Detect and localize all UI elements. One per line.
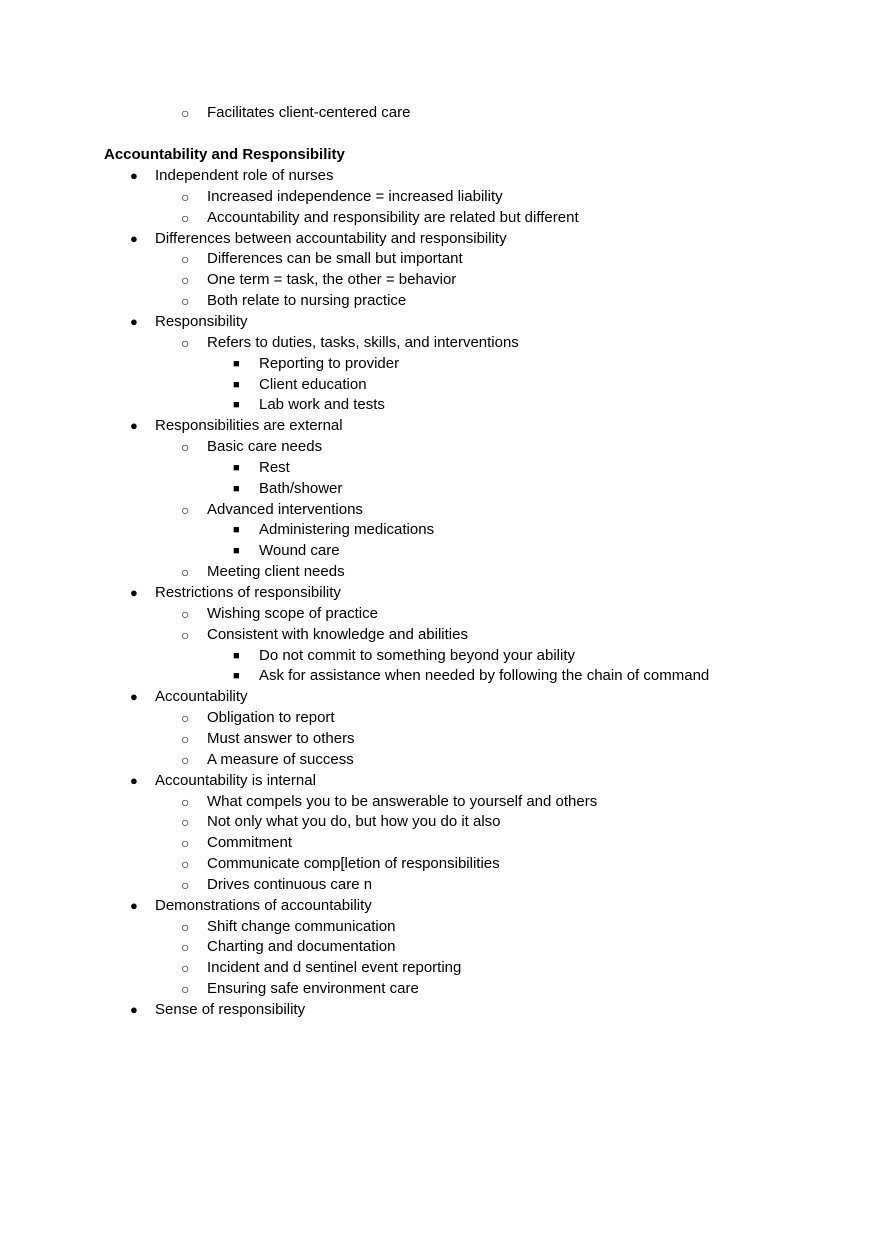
list-item-text: Meeting client needs (207, 563, 345, 580)
list-item-text: Charting and documentation (207, 938, 396, 955)
list-item-text: Increased independence = increased liability (207, 188, 503, 205)
hollow-circle-bullet-icon: ○ (181, 272, 190, 288)
hollow-circle-bullet-icon: ○ (181, 856, 190, 872)
list-item-text: What compels you to be answerable to yourself and others (207, 793, 598, 810)
list-item-text: Accountability is internal (155, 772, 316, 789)
list-item-text: Consistent with knowledge and abilities (207, 626, 468, 643)
list-item-text: Ensuring safe environment care (207, 980, 419, 997)
hollow-circle-bullet-icon: ○ (181, 564, 190, 580)
hollow-circle-bullet-icon: ○ (181, 877, 190, 893)
list-item-text: Client education (259, 376, 367, 393)
list-item-text: Differences can be small but important (207, 250, 463, 267)
hollow-circle-bullet-icon: ○ (181, 835, 190, 851)
list-item-text: Rest (259, 459, 290, 476)
square-bullet-icon: ■ (233, 379, 240, 391)
list-item-text: Communicate comp[letion of responsibilities (207, 855, 500, 872)
hollow-circle-bullet-icon: ○ (181, 939, 190, 955)
list-item-text: Facilitates client-centered care (207, 104, 411, 121)
filled-circle-bullet-icon: ● (130, 689, 138, 704)
hollow-circle-bullet-icon: ○ (181, 105, 190, 121)
list-item-text: Responsibilities are external (155, 417, 343, 434)
list-item-text: Not only what you do, but how you do it also (207, 813, 501, 830)
section-heading: Accountability and Responsibility (104, 146, 345, 163)
list-item-text: Restrictions of responsibility (155, 584, 341, 601)
hollow-circle-bullet-icon: ○ (181, 189, 190, 205)
list-item-text: Must answer to others (207, 730, 355, 747)
list-item-text: Administering medications (259, 521, 435, 538)
hollow-circle-bullet-icon: ○ (181, 981, 190, 997)
list-item-text: A measure of success (207, 751, 354, 768)
hollow-circle-bullet-icon: ○ (181, 606, 190, 622)
list-item-text: Wishing scope of practice (207, 605, 378, 622)
hollow-circle-bullet-icon: ○ (181, 335, 190, 351)
square-bullet-icon: ■ (233, 545, 240, 557)
list-item-text: Drives continuous care n (207, 876, 373, 893)
filled-circle-bullet-icon: ● (130, 1002, 138, 1017)
hollow-circle-bullet-icon: ○ (181, 919, 190, 935)
hollow-circle-bullet-icon: ○ (181, 251, 190, 267)
filled-circle-bullet-icon: ● (130, 418, 138, 433)
list-item-text: Sense of responsibility (155, 1001, 306, 1018)
list-item-text: Refers to duties, tasks, skills, and interventions (207, 334, 519, 351)
list-item-text: Commitment (207, 834, 293, 851)
list-item-text: Lab work and tests (259, 396, 385, 413)
hollow-circle-bullet-icon: ○ (181, 710, 190, 726)
filled-circle-bullet-icon: ● (130, 898, 138, 913)
list-item-text: Bath/shower (259, 480, 343, 497)
list-item-text: Do not commit to something beyond your ability (259, 647, 575, 664)
hollow-circle-bullet-icon: ○ (181, 210, 190, 226)
list-item-text: Advanced interventions (207, 501, 363, 518)
list-item-text: One term = task, the other = behavior (207, 271, 457, 288)
square-bullet-icon: ■ (233, 670, 240, 682)
hollow-circle-bullet-icon: ○ (181, 293, 190, 309)
hollow-circle-bullet-icon: ○ (181, 502, 190, 518)
hollow-circle-bullet-icon: ○ (181, 794, 190, 810)
list-item-text: Reporting to provider (259, 355, 400, 372)
list-item-text: Incident and d sentinel event reporting (207, 959, 462, 976)
filled-circle-bullet-icon: ● (130, 314, 138, 329)
square-bullet-icon: ■ (233, 399, 240, 411)
hollow-circle-bullet-icon: ○ (181, 731, 190, 747)
list-item-text: Basic care needs (207, 438, 323, 455)
list-item-text: Independent role of nurses (155, 167, 334, 184)
list-item-text: Ask for assistance when needed by following the chain of command (259, 667, 710, 684)
filled-circle-bullet-icon: ● (130, 773, 138, 788)
hollow-circle-bullet-icon: ○ (181, 960, 190, 976)
list-item-text: Wound care (259, 542, 340, 559)
square-bullet-icon: ■ (233, 650, 240, 662)
hollow-circle-bullet-icon: ○ (181, 752, 190, 768)
hollow-circle-bullet-icon: ○ (181, 627, 190, 643)
filled-circle-bullet-icon: ● (130, 168, 138, 183)
square-bullet-icon: ■ (233, 483, 240, 495)
list-item-text: Accountability and responsibility are related but different (207, 209, 579, 226)
list-item-text: Differences between accountability and responsibility (155, 230, 507, 247)
list-item-text: Shift change communication (207, 918, 396, 935)
filled-circle-bullet-icon: ● (130, 231, 138, 246)
filled-circle-bullet-icon: ● (130, 585, 138, 600)
list-item-text: Responsibility (155, 313, 248, 330)
list-item-text: Obligation to report (207, 709, 335, 726)
list-item-text: Demonstrations of accountability (155, 897, 372, 914)
square-bullet-icon: ■ (233, 524, 240, 536)
square-bullet-icon: ■ (233, 358, 240, 370)
list-item-text: Both relate to nursing practice (207, 292, 407, 309)
hollow-circle-bullet-icon: ○ (181, 814, 190, 830)
square-bullet-icon: ■ (233, 462, 240, 474)
hollow-circle-bullet-icon: ○ (181, 439, 190, 455)
list-item-text: Accountability (155, 688, 248, 705)
